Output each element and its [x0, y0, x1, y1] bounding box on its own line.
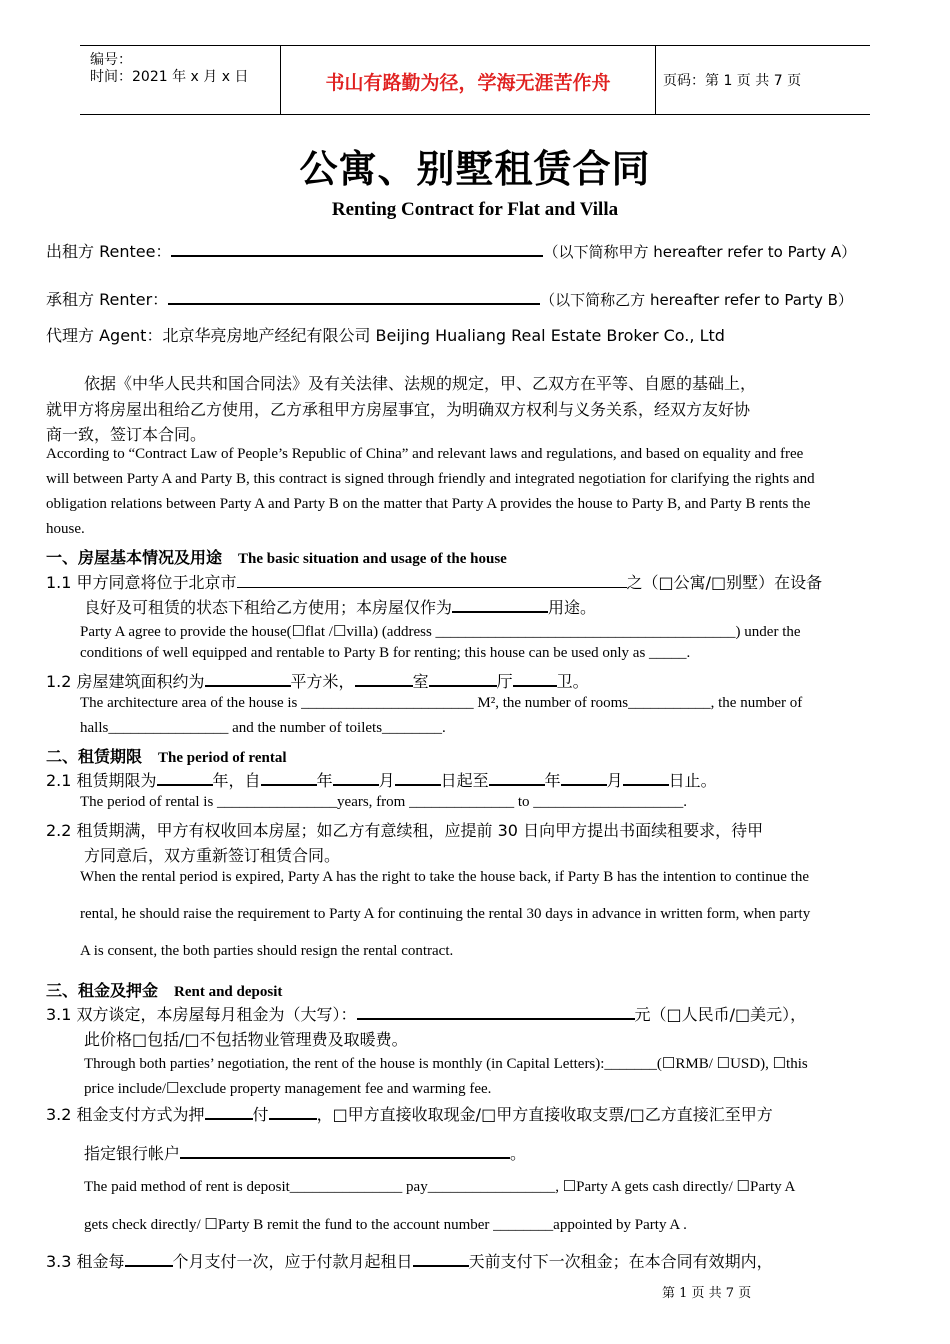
halls-blank[interactable]: [429, 671, 497, 687]
header-motto: 书山有路勤为径，学海无涯苦作舟: [325, 72, 611, 94]
rentee-label: 出租方 Rentee：: [46, 242, 172, 261]
clause-2-2-cn-line-2: 方同意后，双方重新签订租赁合同。: [84, 846, 341, 865]
clause-1-1-text-c: 良好及可租赁的状态下租给乙方使用；本房屋仅作为: [84, 598, 453, 617]
rentee-line: [46, 239, 856, 262]
header-page-cell: [655, 46, 870, 114]
intro-en-line-1: According to “Contract Law of People’s Republic of China” and relevant laws and regulations, and based on equality and free: [46, 446, 804, 462]
monthly-rent-blank[interactable]: [357, 1004, 635, 1020]
clause-2-1-text-a: 2.1 租赁期限为: [46, 771, 157, 790]
clause-3-2-cn: [46, 1102, 773, 1125]
start-year-blank[interactable]: [261, 770, 317, 786]
header-page-info: 页码：第 1 页 共 7 页: [663, 73, 802, 89]
clause-1-2-text-b: 平方米，: [290, 672, 355, 691]
clause-3-3-cn: [46, 1249, 773, 1272]
section-3-heading-en: Rent and deposit: [174, 984, 283, 1000]
clause-1-2-text-a: 1.2 房屋建筑面积约为: [46, 672, 205, 691]
clause-1-2-en-line-2: halls________________ and the number of toilets________.: [80, 720, 446, 736]
intro-en-line-2: will between Party A and Party B, this contract is signed through friendly and integrated negotiation for clarifying the rights and: [46, 471, 815, 487]
section-1-heading-en: The basic situation and usage of the house: [238, 551, 507, 567]
clause-3-1-en-line-1: Through both parties’ negotiation, the rent of the house is monthly (in Capital Letters):_______(☐RMB/ ☐USD), ☐this: [84, 1056, 808, 1072]
clause-2-1-text-g: 月: [606, 771, 623, 790]
document-time-label: 时间：2021 年 x 月 x 日: [90, 69, 249, 85]
clause-2-1-text-f: 年: [544, 771, 561, 790]
clause-2-2-cn-line-1: 2.2 租赁期满，甲方有权收回本房屋；如乙方有意续租，应提前 30 日向甲方提出书面续租要求，待甲: [46, 821, 764, 840]
clause-1-1-text-d: 用途。: [548, 598, 597, 617]
clause-3-2-text-e: 。: [510, 1144, 527, 1163]
clause-2-1-cn: [46, 768, 717, 791]
document-title: 公寓、别墅租赁合同: [299, 147, 651, 191]
clause-3-2-en-line-1: The paid method of rent is deposit_______________ pay_________________, ☐Party A gets cash directly/ ☐Party A: [84, 1179, 796, 1195]
intro-en-line-3: obligation relations between Party A and Party B on the matter that Party A provides the house to Party B, and Party B rents the: [46, 496, 811, 512]
clause-1-1-cn-line-2: [84, 595, 596, 618]
start-month-blank[interactable]: [333, 770, 379, 786]
end-year-blank[interactable]: [489, 770, 545, 786]
section-2-heading-cn: 二、租赁期限: [46, 747, 143, 766]
clause-1-1-en-line-1: Party A agree to provide the house(☐flat /☐villa) (address ________________________________________) under the: [80, 624, 801, 640]
document-header: [80, 45, 870, 115]
intro-cn-line-1: 依据《中华人民共和国合同法》及有关法律、法规的规定，甲、乙双方在平等、自愿的基础上，: [84, 374, 757, 393]
start-day-blank[interactable]: [395, 770, 441, 786]
agent-line: 代理方 Agent：北京华亮房地产经纪有限公司 Beijing Hualiang Real Estate Broker Co., Ltd: [46, 326, 725, 345]
intro-en-line-4: house.: [46, 521, 85, 537]
area-blank[interactable]: [205, 671, 291, 687]
header-meta-cell: [80, 46, 280, 114]
payment-interval-blank[interactable]: [125, 1251, 173, 1267]
intro-cn-line-2: 就甲方将房屋出租给乙方使用，乙方承租甲方房屋事宜，为明确双方权利与义务关系，经双方友好协: [46, 400, 751, 419]
clause-3-3-text-b: 个月支付一次，应于付款月起租日: [172, 1252, 413, 1271]
rooms-blank[interactable]: [355, 671, 413, 687]
clause-3-3-text-c: 天前支付下一次租金；在本合同有效期内，: [468, 1252, 773, 1271]
clause-1-2-text-e: 卫。: [556, 672, 589, 691]
clause-3-2-text-c: ，□甲方直接收取现金/□甲方直接收取支票/□乙方直接汇至甲方: [316, 1105, 773, 1124]
clause-2-1-en: The period of rental is ________________years, from ______________ to ____________________.: [80, 794, 688, 810]
clause-1-2-en-line-1: The architecture area of the house is _______________________ M², the number of rooms___________, the number of: [80, 695, 803, 711]
clause-1-2-cn: [46, 669, 589, 692]
days-before-blank[interactable]: [413, 1251, 469, 1267]
toilets-blank[interactable]: [513, 671, 557, 687]
renter-label: 承租方 Renter：: [46, 290, 169, 309]
clause-1-1-text-a: 1.1 甲方同意将位于北京市: [46, 573, 237, 592]
period-years-blank[interactable]: [157, 770, 213, 786]
clause-1-2-text-c: 室: [412, 672, 429, 691]
rentee-blank[interactable]: [171, 241, 543, 257]
document-number-label: 编号：: [90, 52, 132, 68]
clause-2-2-en-line-2: rental, he should raise the requirement to Party A for continuing the rental 30 days in advance in written form, when party: [80, 906, 811, 922]
clause-3-1-text-b: 元（□人民币/□美元），: [634, 1005, 807, 1024]
clause-1-1-cn: [46, 570, 822, 593]
end-month-blank[interactable]: [561, 770, 607, 786]
rentee-suffix: （以下简称甲方 hereafter refer to Party A）: [543, 243, 857, 261]
intro-cn-line-3: 商一致，签订本合同。: [46, 425, 207, 444]
clause-1-1-text-b: 之（□公寓/□别墅）在设备: [626, 573, 823, 592]
clause-2-1-text-d: 月: [378, 771, 395, 790]
clause-3-1-cn: [46, 1002, 806, 1025]
clause-3-2-cn-line-2: [84, 1141, 526, 1164]
clause-3-2-en-line-2: gets check directly/ ☐Party B remit the fund to the account number ________appointed by Party A .: [84, 1217, 687, 1233]
clause-1-1-en-line-2: conditions of well equipped and rentable to Party B for renting; this house can be used only as _____.: [80, 645, 691, 661]
deposit-months-blank[interactable]: [205, 1104, 253, 1120]
clause-3-2-text-d: 指定银行帐户: [84, 1144, 181, 1163]
section-2-heading: [46, 744, 286, 767]
clause-2-1-text-c: 年: [316, 771, 333, 790]
renter-line: [46, 287, 853, 310]
section-2-heading-en: The period of rental: [158, 750, 287, 766]
section-1-heading-cn: 一、房屋基本情况及用途: [46, 548, 223, 567]
header-motto-cell: [280, 46, 656, 114]
clause-3-1-text-a: 3.1 双方谈定，本房屋每月租金为（大写）：: [46, 1005, 357, 1024]
document-subtitle: Renting Contract for Flat and Villa: [331, 199, 619, 220]
usage-blank[interactable]: [452, 597, 548, 613]
clause-3-1-cn-line-2: 此价格□包括/□不包括物业管理费及取暖费。: [84, 1030, 408, 1049]
renter-blank[interactable]: [168, 289, 540, 305]
clause-2-1-text-b: 年，自: [212, 771, 261, 790]
renter-suffix: （以下简称乙方 hereafter refer to Party B）: [540, 291, 853, 309]
bank-account-blank[interactable]: [180, 1143, 510, 1159]
section-3-heading: [46, 978, 282, 1001]
clause-2-2-en-line-1: When the rental period is expired, Party A has the right to take the house back, if Party B has the intention to continue the: [80, 869, 809, 885]
section-1-heading: [46, 545, 507, 568]
clause-2-2-en-line-3: A is consent, the both parties should resign the rental contract.: [80, 943, 454, 959]
clause-3-3-text-a: 3.3 租金每: [46, 1252, 125, 1271]
pay-months-blank[interactable]: [269, 1104, 317, 1120]
end-day-blank[interactable]: [623, 770, 669, 786]
clause-2-1-text-e: 日起至: [440, 771, 489, 790]
page-footer: 第 1 页 共 7 页: [662, 1286, 752, 1301]
clause-1-2-text-d: 厅: [496, 672, 513, 691]
clause-2-1-text-h: 日止。: [668, 771, 717, 790]
clause-3-1-en-line-2: price include/☐exclude property management fee and warming fee.: [84, 1081, 492, 1097]
address-blank[interactable]: [237, 573, 627, 588]
section-3-heading-cn: 三、租金及押金: [46, 981, 159, 1000]
clause-3-2-text-b: 付: [252, 1105, 269, 1124]
clause-3-2-text-a: 3.2 租金支付方式为押: [46, 1105, 205, 1124]
